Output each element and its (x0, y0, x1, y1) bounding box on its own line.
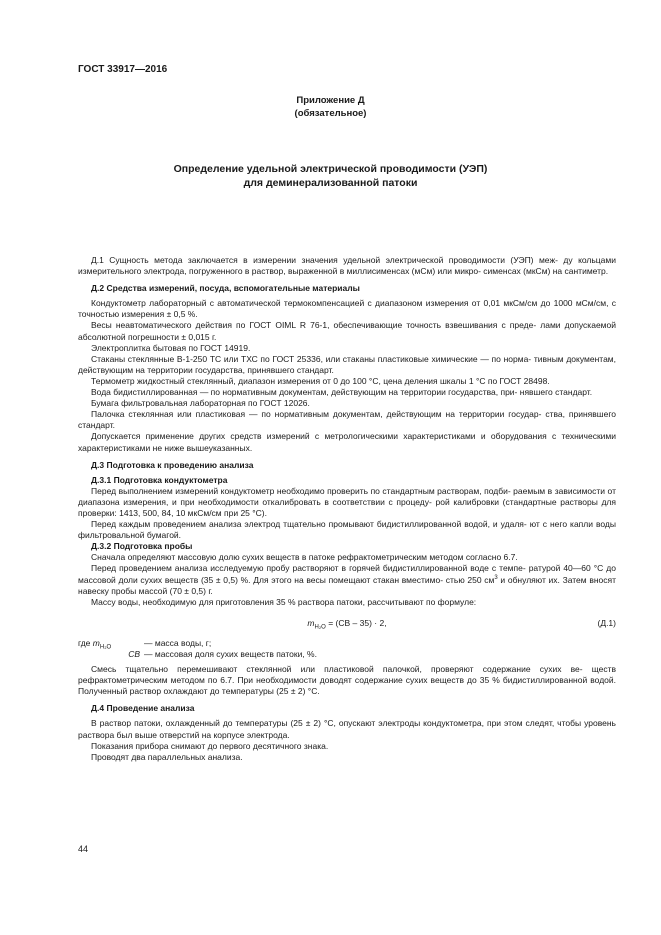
where-word: где (78, 637, 91, 648)
d32-paragraph (78, 563, 616, 596)
page-number: 44 (78, 844, 89, 854)
d31-paragraph: Перед каждым проведением анализа электрод тщательно промывают бидистиллированной водой, и удаля- ют с него капли воды фильтровальной бумагой. (78, 519, 616, 541)
document-body (78, 255, 616, 763)
cubic-superscript: 3 (494, 574, 498, 581)
section-d1-paragraph: Д.1 Сущность метода заключается в измерении значения удельной электрической проводимости (УЭП) меж- ду кольцами измерительного электрода, погруженного в раствор, выраженной в миллисименсах (мСм) или микро- сименсах (мкСм) на сантиметр. (78, 255, 616, 277)
title-line-1: Определение удельной электрической проводимости (УЭП) (173, 163, 488, 175)
section-d3-heading: Д.3 Подготовка к проведению анализа (91, 459, 254, 470)
section-d4-heading: Д.4 Проведение анализа (91, 703, 195, 714)
appendix-heading (0, 94, 661, 120)
definition-row (78, 638, 616, 649)
d4-paragraph: Показания прибора снимают до первого десятичного знака. (91, 740, 329, 751)
definition-text: — масса воды, г; (144, 637, 212, 648)
d2-item: Палочка стеклянная или пластиковая — по нормативным документам, действующим на территории государ- ства, принявшего стандарт. (78, 409, 616, 431)
d2-item: Допускается применение других средств измерений с метрологическими характеристиками и оборудования с техническими характеристиками не ниже вышеуказанных. (78, 431, 616, 453)
d2-item: Весы неавтоматического действия по ГОСТ OIML R 76-1, обеспечивающие точность взвешивания с преде- лами допускаемой абсолютной погрешности ± 0,015 г. (78, 320, 616, 342)
d2-item: Электроплитка бытовая по ГОСТ 14919. (91, 342, 251, 353)
d2-item: Стаканы стеклянные В-1-250 ТС или ТХС по ГОСТ 25336, или стаканы пластиковые химические — по норма- тивным документам, действующим на территории государства, принявшего стандарт. (78, 353, 616, 375)
d31-paragraph: Перед выполнением измерений кондуктометр необходимо проверить по стандартным растворам, подби- раемым в зависимости от диапазона измерения, и при необходимости откалибровать в соответствии с процеду- рой калибровки (стандартные растворы для проверки: 1413, 500, 84, 10 мкСм/см при 25 °С). (78, 485, 616, 518)
symbol-m: m (92, 637, 100, 648)
d32-paragraph: Смесь тщательно перемешивают стеклянной или пластиковой палочкой, проверяют содержание сухих ве- ществ рефрактометрическим методом по 6.7. При необходимости доводят содержание сухих веществ до 35 % бидистиллированной водой. Полученный раствор охлаждают до температуры (25 ± 2) °С. (78, 664, 616, 697)
subsection-d31-heading: Д.3.1 Подготовка кондуктометра (91, 474, 228, 485)
formula-definitions (78, 638, 616, 660)
appendix-status: (обязательное) (294, 108, 367, 119)
definition-row (78, 649, 616, 660)
definition-symbol (78, 638, 144, 649)
standard-header: ГОСТ 33917—2016 (78, 64, 168, 75)
subsection-d32-heading: Д.3.2 Подготовка пробы (91, 541, 193, 552)
d2-item: Вода бидистиллированная — по нормативным документам, действующим на территории государства, при- нявшего стандарт. (91, 387, 593, 398)
symbol-cb: CB (128, 649, 140, 659)
definition-text: — массовая доля сухих веществ патоки, %. (144, 649, 317, 659)
d32-paragraph: Массу воды, необходимую для приготовления 35 % раствора патоки, рассчитывают по формуле: (91, 596, 477, 607)
title-line-2: для деминерализованной патоки (243, 177, 418, 189)
d2-item: Кондуктометр лабораторный с автоматической термокомпенсацией с диапазоном измерения от 0,01 мкСм/см до 1000 мСм/см, с точностью измерения ± 0,5 %. (78, 298, 616, 320)
symbol-m-subscript: H₂O (99, 644, 112, 651)
d32-text-part-b: и обнуляют их. Затем вносят навеску пробы массой (70 ± 0,5) г. (78, 574, 617, 596)
d2-item: Бумага фильтровальная лабораторная по ГОСТ 12026. (91, 398, 310, 409)
d32-text-part-a: Перед проведением анализа исследуемую пробу растворяют в горячей бидистиллированной воде с темпе- ратурой 40—60 °С до массовой доли сухих веществ (35 ± 0,5) %. Для этого на весы помещают стакан вместимо- стью 250 см (78, 563, 616, 585)
definition-symbol (78, 649, 144, 660)
formula-d1 (78, 618, 616, 629)
document-title (0, 162, 661, 190)
formula-number: (Д.1) (597, 617, 616, 628)
d2-item: Термометр жидкостный стеклянный, диапазон измерения от 0 до 100 °С, цена деления шкалы 1 °С по ГОСТ 28498. (91, 375, 550, 386)
formula-mass-subscript: H₂O (314, 624, 326, 631)
d4-paragraph: Проводят два параллельных анализа. (91, 751, 243, 762)
appendix-title: Приложение Д (296, 95, 365, 106)
formula-mass-symbol: m (307, 617, 315, 628)
d32-paragraph: Сначала определяют массовую долю сухих веществ в патоке рефрактометрическим методом согласно 6.7. (91, 552, 518, 563)
d4-paragraph: В раствор патоки, охлажденный до температуры (25 ± 2) °С, опускают электроды кондуктометра, при этом следят, чтобы уровень раствора был выше отверстий на корпусе электрода. (78, 718, 616, 740)
section-d2-heading: Д.2 Средства измерений, посуда, вспомогательные материалы (91, 283, 360, 294)
formula-rhs: = (CB – 35) · 2, (325, 617, 387, 628)
